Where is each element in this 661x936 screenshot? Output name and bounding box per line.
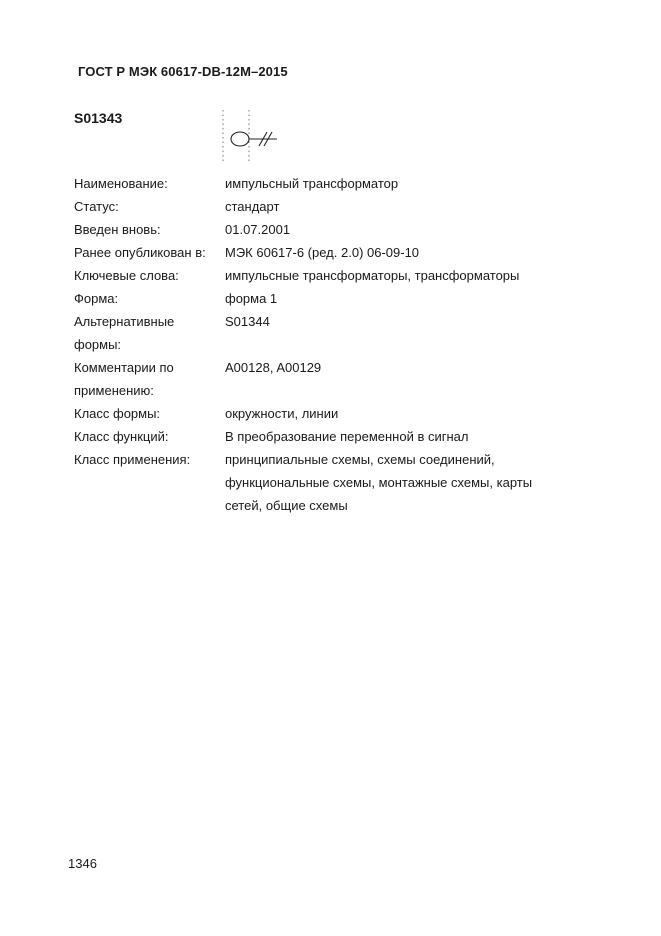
field-row (74, 402, 634, 425)
field-value: сетей, общие схемы (225, 498, 348, 513)
field-row (74, 448, 634, 471)
field-row (74, 264, 634, 287)
field-value: S01344 (225, 314, 270, 329)
field-label: Альтернативные (74, 314, 175, 329)
field-label (74, 494, 224, 517)
field-value: 01.07.2001 (225, 222, 291, 237)
field-row (74, 425, 634, 448)
field-list (74, 172, 634, 517)
field-label: формы: (74, 337, 122, 352)
field-value: стандарт (225, 199, 280, 214)
field-label: Ключевые слова: (74, 268, 179, 283)
field-value (224, 379, 634, 402)
field-label: Статус: (74, 199, 119, 214)
field-label: Класс применения: (74, 452, 191, 467)
field-row (74, 172, 634, 195)
field-value: принципиальные схемы, схемы соединений, (225, 452, 495, 467)
field-label: Класс формы: (74, 406, 161, 421)
field-label: применению: (74, 383, 154, 398)
field-label: Форма: (74, 291, 119, 306)
field-row (74, 356, 634, 379)
field-value: В преобразование переменной в сигнал (225, 429, 469, 444)
field-value (224, 333, 634, 356)
field-row (74, 379, 634, 402)
field-value: A00128, A00129 (225, 360, 322, 375)
document-header: ГОСТ Р МЭК 60617-DB-12M–2015 (78, 64, 288, 79)
field-label: Введен вновь: (74, 222, 161, 237)
symbol-code: S01343 (74, 110, 123, 126)
page-number: 1346 (68, 856, 97, 871)
field-value: импульсный трансформатор (225, 176, 399, 191)
field-row (74, 310, 634, 333)
field-value: функциональные схемы, монтажные схемы, карты (225, 475, 533, 490)
field-row (74, 287, 634, 310)
field-value: окружности, линии (225, 406, 339, 421)
field-value: импульсные трансформаторы, трансформаторы (225, 268, 520, 283)
field-row (74, 241, 634, 264)
field-row (74, 195, 634, 218)
field-row (74, 494, 634, 517)
field-value: МЭК 60617-6 (ред. 2.0) 06-09-10 (225, 245, 420, 260)
field-label (74, 471, 224, 494)
field-value: форма 1 (225, 291, 278, 306)
field-label: Комментарии по (74, 360, 174, 375)
field-label: Ранее опубликован в: (74, 245, 206, 260)
field-row (74, 471, 634, 494)
field-label: Класс функций: (74, 429, 169, 444)
field-label: Наименование: (74, 176, 168, 191)
field-row (74, 333, 634, 356)
pulse-transformer-symbol-icon (222, 108, 292, 166)
field-row (74, 218, 634, 241)
